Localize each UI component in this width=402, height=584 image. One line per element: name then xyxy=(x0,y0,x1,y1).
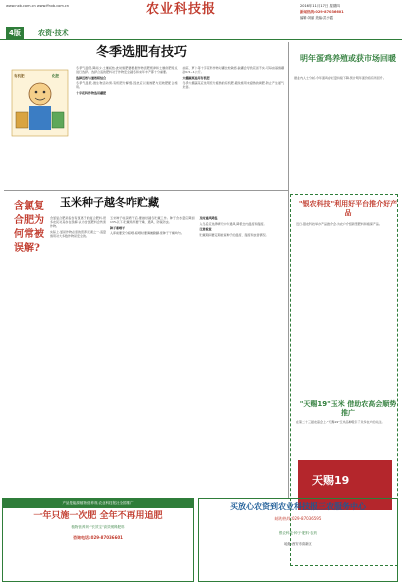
advert-hotline: 邮购热线:029-87036595 xyxy=(274,515,322,521)
section-name: 农资·技术 xyxy=(38,29,69,37)
paragraph: 玉米种子收获晒干后,要做好越冬贮藏工作。种子含水量应降到13%以下,贮藏场所要干燥、通风、防鼠防虫。 xyxy=(110,216,195,225)
editor-line: 编辑:刘丽 美编:武小霞 xyxy=(300,16,333,20)
advert-service-center xyxy=(198,498,398,582)
page-number: 4版 xyxy=(6,27,24,39)
paragraph: 含氯复合肥是指含有氯离子的复合肥料,很多农民对其存在误解,认为含氯肥料会伤害作物。 xyxy=(50,216,106,229)
main-article-title: 冬季选肥有技巧 xyxy=(96,45,188,60)
main-article-body xyxy=(76,66,284,186)
side-question-body xyxy=(50,216,106,486)
paragraph: 据业内人士分析,今年蛋鸡存栏量持续下降,预计明年蛋价将有所回升。 xyxy=(294,76,386,80)
advert-products: 银农科技·种子·肥料·农药 xyxy=(278,531,318,536)
subheading: 种子要晒干 xyxy=(110,225,126,230)
news-hotline: 新闻热线:029-87036601 xyxy=(300,10,344,14)
yinnong-article-title: "银农科技"利用好平台推介好产品 xyxy=(298,200,398,218)
row-rule xyxy=(4,190,288,191)
paragraph: 近日,银农科技举办产品推介会,为农户介绍新型肥料和植保产品。 xyxy=(296,222,382,226)
advert-phone: 咨询电话:029-87036601 xyxy=(73,534,123,540)
tianci-article-body xyxy=(296,420,392,456)
egg-article-body xyxy=(294,76,398,184)
subheading: 及时通风降温 xyxy=(199,216,218,220)
paragraph: 入冬后应选择晴天中午通风,降低仓内温度和湿度。 xyxy=(199,221,267,226)
advert-top-line: 产品是能源植物营养剂,农业科技报社全国推广 xyxy=(3,499,193,508)
paragraph: 冬季气温低,微生物活动弱,有机肥分解慢,因此应以速效肥与迟效肥配合施用。 xyxy=(76,81,178,90)
paragraph: 在第二十三届农高会上,"天赐19"玉米品种吸引了众多农户的关注。 xyxy=(296,420,385,424)
page-header xyxy=(0,0,402,22)
cartoon-label-organic: 有机肥 xyxy=(14,74,25,78)
corn-article-body xyxy=(110,216,284,492)
paragraph: 实际上,氯是作物必需的营养元素之一,适量施用对大多数作物是安全的。 xyxy=(50,229,106,238)
tianci-article-title: "天赐19"玉米 借助农高会顺势推广 xyxy=(299,400,397,418)
paragraph: 贮藏期间要定期检查种子的温度、湿度和虫害情况。 xyxy=(199,232,269,237)
subheading: 注意检查 xyxy=(199,227,212,232)
side-question-title: 含氯复合肥为何常被误解? xyxy=(14,201,44,254)
section-bar xyxy=(0,26,402,40)
yinnong-article-body xyxy=(296,222,392,390)
corn-article-title: 玉米种子越冬咋贮藏 xyxy=(60,196,159,209)
subheading: 大棚蔬菜选用有机肥 xyxy=(182,75,210,80)
paragraph: 入库前要充分晾晒,晾晒时要薄摊勤翻,使种子干燥均匀。 xyxy=(110,231,184,236)
paragraph: 油菜、萝卜等十字花科作物对硼比较敏感,缺硼会导致花而不实,可每亩基施硼砂0.5~1公斤。 xyxy=(182,66,284,75)
issue-date: 2016年11月17日 星期四 xyxy=(300,4,340,8)
photo-banner-text: 天赐19 xyxy=(312,474,350,487)
advert-fertilizer xyxy=(2,498,194,582)
egg-article-title: 明年蛋鸡养殖或获市场回暖 xyxy=(300,54,396,63)
paragraph: 冬季大棚蔬菜应选用充分腐熟的有机肥,避免施用未腐熟的粪肥,防止产生氨气危害。 xyxy=(182,81,284,90)
subheading: 选择迟效与速效相结合 xyxy=(76,75,107,80)
cartoon-label-chemical: 化肥 xyxy=(52,74,59,78)
advert-address: 地址:西安市高新区 xyxy=(284,541,312,546)
advert-headline: 一年只施一次肥 全年不再用追肥 xyxy=(33,511,163,521)
header-urls: www.nxb.com.cn www.ffnxb.com.cn xyxy=(6,4,69,8)
advert-headline: 买放心农资到农业科技报三农服务中心 xyxy=(230,502,366,511)
newspaper-logo: 农业科技报 xyxy=(146,2,217,17)
paragraph: 冬季气温低,降雨少,土壤板结,此时施肥要根据作物需肥规律和土壤供肥特点进行选择。选择合适的肥料对于作物安全越冬和来年丰产都十分重要。 xyxy=(76,66,178,75)
column-rule xyxy=(288,42,289,498)
fertilizer-cartoon xyxy=(10,68,70,138)
subheading: 十字花科作物选用硼肥 xyxy=(76,90,107,95)
advert-subline: 植物营养剂·"长效宝"高效缓释肥料 xyxy=(71,525,125,530)
